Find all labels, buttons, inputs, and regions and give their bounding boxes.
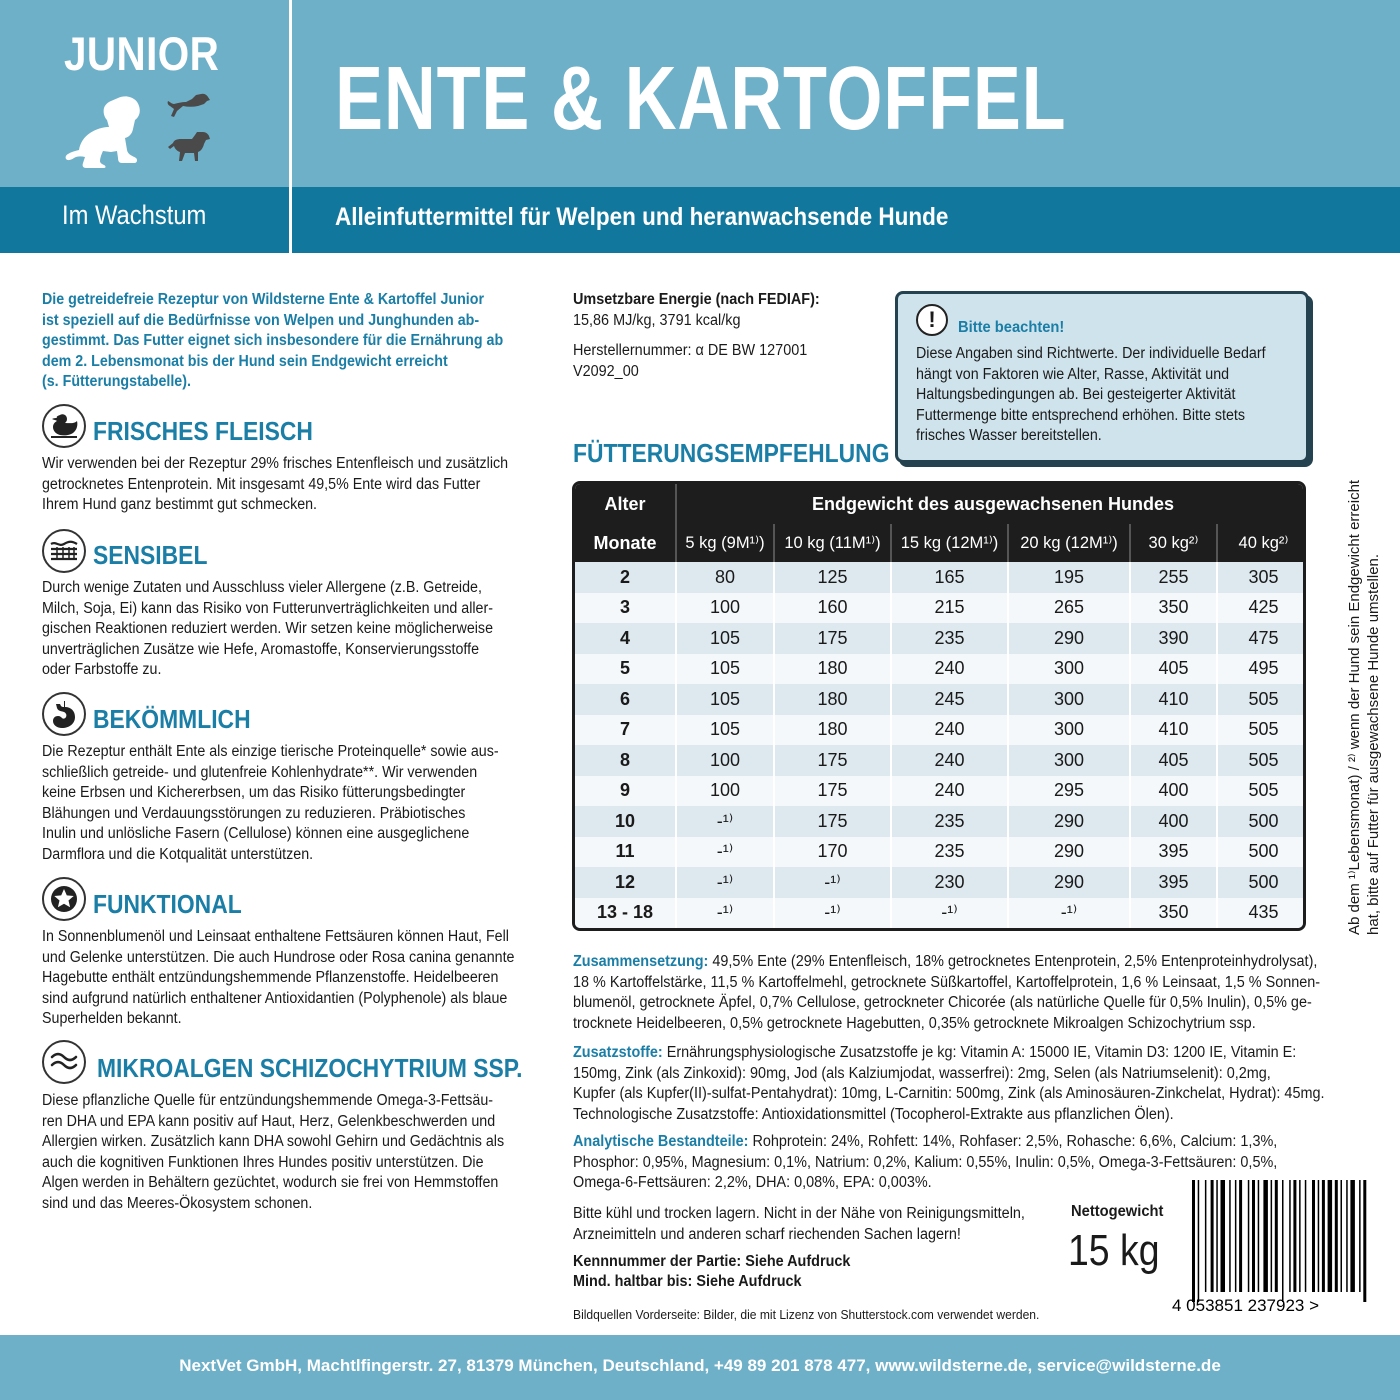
grams-cell: 100 xyxy=(676,593,774,624)
section-body: Die Rezeptur enthält Ente als einzige tierische Proteinquelle* sowie aus- schließlich getreide- und glutenfreie Kohlenhydrate**. Wir verwenden keine Erbsen und Kichererbsen, um das Risiko fütterungsbedingter Blähungen und Verdauungsstörungen zu reduzieren. Präbiotisches Inulin und unlösliche Fasern (Cellulose) können eine ausgeglichene Darmflora und die Kotqualität unterstützen. xyxy=(42,743,499,863)
grams-cell: 165 xyxy=(891,562,1008,593)
table-footnote: Ab dem ¹⁾Lebensmonat) / ²⁾ wenn der Hund sein Endgewicht erreicht hat, bitte auf Futter für ausgewachsene Hunde umstellen. xyxy=(1346,479,1382,935)
table-row xyxy=(575,776,1306,807)
grams-cell: 425 xyxy=(1217,593,1306,624)
header-divider xyxy=(289,0,292,253)
grams-cell: 405 xyxy=(1130,745,1217,776)
grams-cell: 265 xyxy=(1008,593,1130,624)
grams-cell: 180 xyxy=(774,654,891,685)
section-body: In Sonnenblumenöl und Leinsaat enthaltene Fettsäuren können Haut, Fell und Gelenke unterstützen. Die auch Hundrose oder Rosa canina genannte Hagebutte enthält entzündungshemmende Pflanzenstoffe. Heidelbeeren sind aufgrund natürlich enthaltener Antioxidantien (Polyphenole) als blaue Superhelden bekannt. xyxy=(42,928,515,1027)
grams-cell: 215 xyxy=(891,593,1008,624)
barcode-bar xyxy=(1335,1180,1338,1292)
grams-cell: 105 xyxy=(676,623,774,654)
month-cell: 13 - 18 xyxy=(575,898,676,929)
month-cell: 9 xyxy=(575,776,676,807)
grams-cell: -¹⁾ xyxy=(1008,898,1130,929)
grams-cell: 175 xyxy=(774,806,891,837)
barcode-bar xyxy=(1258,1180,1260,1292)
table-row xyxy=(575,898,1306,929)
weight-column-header: 40 kg²⁾ xyxy=(1217,524,1306,562)
barcode xyxy=(1170,1180,1395,1315)
grams-cell: 180 xyxy=(774,684,891,715)
notice-box xyxy=(895,291,1309,463)
weight-header: Endgewicht des ausgewachsenen Hundes xyxy=(676,484,1306,524)
grams-cell: 240 xyxy=(891,715,1008,746)
month-cell: 11 xyxy=(575,837,676,868)
grams-cell: 500 xyxy=(1217,806,1306,837)
barcode-bar xyxy=(1318,1180,1320,1292)
barcode-bar xyxy=(1289,1180,1291,1292)
table-row xyxy=(575,562,1306,593)
notice-body: Diese Angaben sind Richtwerte. Der individuelle Bedarf hängt von Faktoren wie Alter, Rasse, Aktivität und Haltungsbedingungen ab. Bei gesteigerter Aktivität Futtermenge bitte entsprechend erhöhen. Bitte stets frisches Wasser bereitstellen. xyxy=(916,345,1266,444)
grams-cell: 235 xyxy=(891,837,1008,868)
grams-cell: -¹⁾ xyxy=(676,806,774,837)
section-title: MIKROALGEN SCHIZOCHYTRIUM SSP. xyxy=(97,1053,523,1083)
section-body: Wir verwenden bei der Rezeptur 29% frisches Entenfleisch und zusätzlich getrocknetes Entenprotein. Mit insgesamt 49,5% Ente wird das Futter Ihrem Hund ganz bestimmt gut schmecken. xyxy=(42,455,509,513)
grams-cell: 290 xyxy=(1008,867,1130,898)
barcode-bar xyxy=(1229,1180,1231,1292)
age-header: Alter xyxy=(575,484,676,524)
analytics-block: Analytische Bestandteile: Rohprotein: 24%, Rohfett: 14%, Rohfaser: 2,5%, Rohasche: 6,6%, Calcium: 1,3%, Phosphor: 0,95%, Magnesium: 0,1%, Natrium: 0,2%, Kalium: 0,55%, Inulin: 0,5%, Omega-3-Fettsäuren: 0,5%, Omega-6-Fettsäuren: 2,2%, DHA: 0,08%, EPA: 0,003%. xyxy=(573,1133,1278,1191)
barcode-bar xyxy=(1198,1180,1200,1302)
grams-cell: 175 xyxy=(774,745,891,776)
barcode-bar xyxy=(1239,1180,1242,1292)
weight-column-header: 10 kg (11M¹⁾) xyxy=(774,524,891,562)
intro-text: Die getreidefreie Rezeptur von Wildsterne Ente & Kartoffel Junior ist speziell auf die Bedürfnisse von Welpen und Junghunden ab- gestimmt. Das Futter eignet sich insbesondere für die Ernährung ab dem 2. Lebensmonat bis der Hund sein Endgewicht erreicht (s. Fütterungstabelle). xyxy=(42,291,504,390)
grams-cell: 240 xyxy=(891,745,1008,776)
month-cell: 2 xyxy=(575,562,676,593)
grams-cell: 290 xyxy=(1008,623,1130,654)
weight-column-header: 20 kg (12M¹⁾) xyxy=(1008,524,1130,562)
grams-cell: 235 xyxy=(891,623,1008,654)
barcode-bar xyxy=(1363,1180,1366,1302)
barcode-bar xyxy=(1293,1180,1296,1292)
table-row xyxy=(575,715,1306,746)
grams-cell: 195 xyxy=(1008,562,1130,593)
month-cell: 5 xyxy=(575,654,676,685)
table-row xyxy=(575,684,1306,715)
table-row xyxy=(575,867,1306,898)
batch-number: Kennnummer der Partie: Siehe Aufdruck xyxy=(573,1253,851,1270)
section-title: FRISCHES FLEISCH xyxy=(93,416,313,446)
grams-cell: 100 xyxy=(676,776,774,807)
grams-cell: 175 xyxy=(774,776,891,807)
barcode-bar xyxy=(1263,1180,1268,1292)
storage-text: Bitte kühl und trocken lagern. Nicht in der Nähe von Reinigungsmitteln, Arzneimitteln und anderen scharf riechenden Sachen lagern! xyxy=(573,1205,1025,1243)
stomach-icon xyxy=(42,692,86,736)
grams-cell: 410 xyxy=(1130,715,1217,746)
net-weight-label: Nettogewicht xyxy=(1071,1203,1164,1220)
section-title: BEKÖMMLICH xyxy=(93,704,251,734)
barcode-bar xyxy=(1205,1180,1207,1292)
grams-cell: 125 xyxy=(774,562,891,593)
weight-column-header: 15 kg (12M¹⁾) xyxy=(891,524,1008,562)
age-group-title: JUNIOR xyxy=(64,27,220,80)
feeding-table xyxy=(572,481,1306,931)
month-cell: 12 xyxy=(575,867,676,898)
grams-cell: 175 xyxy=(774,623,891,654)
barcode-bar xyxy=(1275,1180,1278,1292)
additives-block: Zusatzstoffe: Ernährungsphysiologische Zusatzstoffe je kg: Vitamin A: 15000 IE, Vitamin D3: 1200 IE, Vitamin E: 150mg, Zink (als Zinkoxid): 90mg, Jod (als Kalziumjodat, wasserfrei): 2mg, Selen (als Natriumselenit): 0,2mg, Kupfer (als Kupfer(II)-sulfat-Pentahydrat): 10mg, L-Carnitin: 500mg, Zink (als Aminosäuren-Zinkchelat, Hydrat): 45mg. Technologische Zusatzstoffe: Antioxidationsmittel (Tocopherol-Extrakte aus pflanzlichen Ölen). xyxy=(573,1044,1325,1123)
grams-cell: 105 xyxy=(676,684,774,715)
barcode-bar xyxy=(1341,1180,1343,1292)
grams-cell: 255 xyxy=(1130,562,1217,593)
section-title: SENSIBEL xyxy=(93,540,208,570)
barcode-bar xyxy=(1359,1180,1361,1292)
waves-icon xyxy=(42,1040,86,1084)
barcode-bar xyxy=(1271,1180,1273,1292)
footer-contact: NextVet GmbH, Machtlfingerstr. 27, 81379 München, Deutschland, +49 89 201 878 477, www.wildsterne.de, service@wildsterne.de xyxy=(179,1356,1221,1375)
weight-column-header: 5 kg (9M¹⁾) xyxy=(676,524,774,562)
month-cell: 4 xyxy=(575,623,676,654)
grams-cell: 290 xyxy=(1008,837,1130,868)
grams-cell: 395 xyxy=(1130,837,1217,868)
barcode-bar xyxy=(1322,1180,1325,1292)
grams-cell: 300 xyxy=(1008,654,1130,685)
product-subtitle: Alleinfuttermittel für Welpen und heranwachsende Hunde xyxy=(335,203,949,231)
table-row xyxy=(575,745,1306,776)
grams-cell: 505 xyxy=(1217,684,1306,715)
month-cell: 6 xyxy=(575,684,676,715)
barcode-bar xyxy=(1346,1180,1348,1292)
grams-cell: 235 xyxy=(891,806,1008,837)
barcode-bar xyxy=(1312,1180,1315,1292)
month-cell: 10 xyxy=(575,806,676,837)
month-cell: 8 xyxy=(575,745,676,776)
grams-cell: 505 xyxy=(1217,715,1306,746)
grams-cell: 505 xyxy=(1217,745,1306,776)
image-credit: Bildquellen Vorderseite: Bilder, die mit Lizenz von Shutterstock.com verwendet werden. xyxy=(573,1307,1040,1322)
grams-cell: -¹⁾ xyxy=(774,867,891,898)
barcode-bar xyxy=(1252,1180,1255,1292)
grams-cell: 245 xyxy=(891,684,1008,715)
grams-cell: 300 xyxy=(1008,684,1130,715)
barcode-bar xyxy=(1299,1180,1301,1292)
product-title: ENTE & KARTOFFEL xyxy=(335,49,1067,149)
barcode-bar xyxy=(1305,1180,1307,1292)
composition-block: Zusammensetzung: 49,5% Ente (29% Entenfleisch, 18% getrocknetes Entenprotein, 2,5% Entenproteinhydrolysat), 18 % Kartoffelstärke, 11,5 % Kartoffelmehl, getrocknete Süßkartoffel, Kartoffelprotein, 1,6 % Leinsaat, 1,5 % Sonnen- blumenöl, getrocknete Äpfel, 0,7% Cellulose, getrockneter Chicorée (als natürliche Quelle für 0,5% Inulin), 0,5% ge- trocknete Heidelbeeren, 0,5% getrocknete Hagebutten, 0,35% getrocknete Mikroalgen Schizochytrium ssp. xyxy=(573,953,1321,1032)
grams-cell: 240 xyxy=(891,654,1008,685)
grams-cell: 500 xyxy=(1217,837,1306,868)
grams-cell: 105 xyxy=(676,654,774,685)
barcode-bar xyxy=(1248,1180,1250,1292)
month-cell: 3 xyxy=(575,593,676,624)
grams-cell: 105 xyxy=(676,715,774,746)
grams-cell: 300 xyxy=(1008,745,1130,776)
table-row xyxy=(575,654,1306,685)
grams-cell: 410 xyxy=(1130,684,1217,715)
grams-cell: 295 xyxy=(1008,776,1130,807)
table-row xyxy=(575,806,1306,837)
barcode-bar xyxy=(1192,1180,1195,1302)
grams-cell: 400 xyxy=(1130,806,1217,837)
grams-cell: 240 xyxy=(891,776,1008,807)
month-header: Monate xyxy=(575,524,676,562)
barcode-bar xyxy=(1350,1180,1355,1292)
barcode-bar xyxy=(1216,1180,1218,1292)
grams-cell: 350 xyxy=(1130,898,1217,929)
grams-cell: 230 xyxy=(891,867,1008,898)
sensitive-skin-icon xyxy=(42,529,86,573)
grams-cell: -¹⁾ xyxy=(891,898,1008,929)
notice-title: Bitte beachten! xyxy=(958,319,1065,336)
grams-cell: 505 xyxy=(1217,776,1306,807)
grams-cell: 300 xyxy=(1008,715,1130,746)
grams-cell: 495 xyxy=(1217,654,1306,685)
grams-cell: -¹⁾ xyxy=(676,867,774,898)
grams-cell: 435 xyxy=(1217,898,1306,929)
grams-cell: -¹⁾ xyxy=(774,898,891,929)
dog-standing-icon xyxy=(165,130,211,162)
grams-cell: 405 xyxy=(1130,654,1217,685)
grams-cell: 100 xyxy=(676,745,774,776)
grams-cell: 400 xyxy=(1130,776,1217,807)
duck-icon xyxy=(42,404,86,448)
section-body: Durch wenige Zutaten und Ausschluss vieler Allergene (z.B. Getreide, Milch, Soja, Ei) kann das Risiko von Futterunverträglichkeiten und aller- gischen Reaktionen reduziert werden. Wir setzen keine möglicherweise unverträglichen Zusätze wie Hefe, Aromastoffe, Konservierungsstoffe oder Farbstoffe zu. xyxy=(42,579,494,678)
star-icon xyxy=(42,877,86,921)
barcode-bar xyxy=(1235,1180,1237,1292)
barcode-digits: 4 053851 237923 > xyxy=(1172,1296,1320,1315)
table-row xyxy=(575,593,1306,624)
month-cell: 7 xyxy=(575,715,676,746)
grams-cell: -¹⁾ xyxy=(676,898,774,929)
dog-running-icon xyxy=(165,92,211,120)
grams-cell: 80 xyxy=(676,562,774,593)
barcode-bar xyxy=(1221,1180,1226,1292)
barcode-bar xyxy=(1328,1180,1333,1292)
feeding-title: FÜTTERUNGSEMPFEHLUNG xyxy=(573,438,890,468)
grams-cell: 500 xyxy=(1217,867,1306,898)
grams-cell: 170 xyxy=(774,837,891,868)
barcode-bar xyxy=(1282,1180,1284,1302)
exclamation-icon: ! xyxy=(916,304,948,336)
grams-cell: 350 xyxy=(1130,593,1217,624)
barcode-bar xyxy=(1211,1180,1214,1292)
grams-cell: 290 xyxy=(1008,806,1130,837)
section-title: FUNKTIONAL xyxy=(93,889,242,919)
grams-cell: 395 xyxy=(1130,867,1217,898)
weight-column-header: 30 kg²⁾ xyxy=(1130,524,1217,562)
best-before: Mind. haltbar bis: Siehe Aufdruck xyxy=(573,1273,802,1290)
table-row xyxy=(575,623,1306,654)
grams-cell: 180 xyxy=(774,715,891,746)
grams-cell: 160 xyxy=(774,593,891,624)
age-subtitle: Im Wachstum xyxy=(62,200,207,230)
grams-cell: -¹⁾ xyxy=(676,837,774,868)
grams-cell: 475 xyxy=(1217,623,1306,654)
section-body: Diese pflanzliche Quelle für entzündungshemmende Omega-3-Fettsäu- ren DHA und EPA kann positiv auf Haut, Herz, Gelenkbeschwerden und Allergien wirken. Zusätzlich kann DHA sowohl Gehirn und Gedächtnis als auch die kognitiven Funktionen Ihres Hundes positiv unterstützen. Die Algen werden in Behältern gezüchtet, wodurch sie frei von Hemmstoffen sind und das Meeres-Ökosystem schonen. xyxy=(42,1092,505,1212)
puppy-icon xyxy=(60,92,152,172)
grams-cell: 390 xyxy=(1130,623,1217,654)
net-weight-value: 15 kg xyxy=(1068,1226,1160,1275)
table-row xyxy=(575,837,1306,868)
grams-cell: 305 xyxy=(1217,562,1306,593)
energy-block: Umsetzbare Energie (nach FEDIAF): 15,86 MJ/kg, 3791 kcal/kg Herstellernummer: α DE BW 127001 V2092_00 xyxy=(573,291,820,380)
